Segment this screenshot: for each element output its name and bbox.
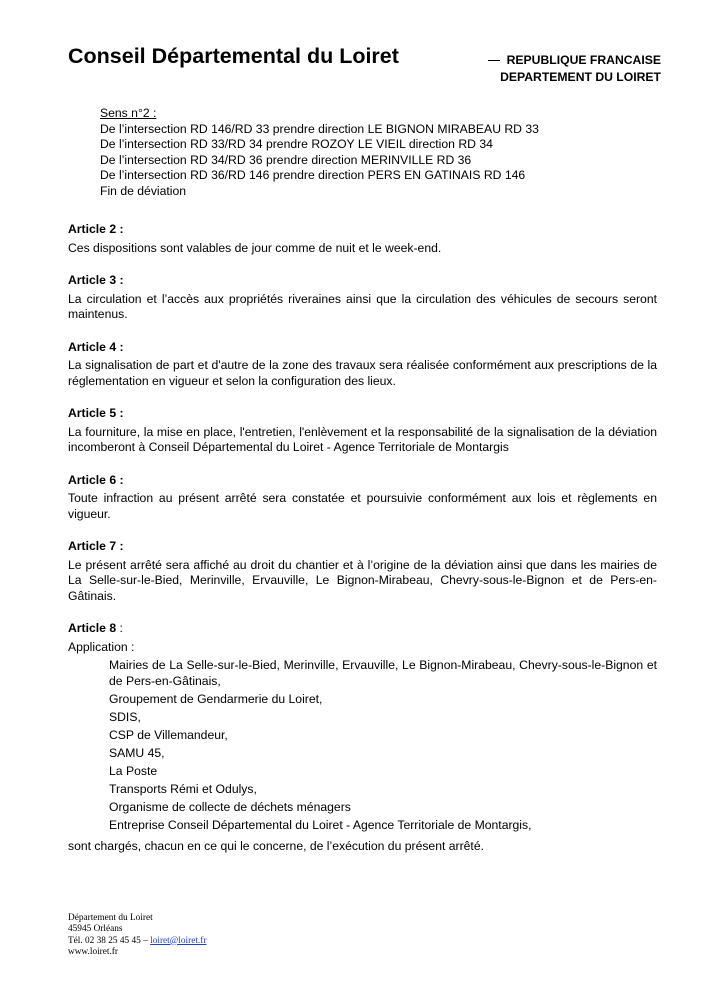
sens-line: De l’intersection RD 146/RD 33 prendre direction LE BIGNON MIRABEAU RD 33	[100, 121, 539, 136]
article-5	[68, 406, 657, 456]
recipient-item: Organisme de collecte de déchets ménagers	[109, 799, 351, 814]
recipient-item: Mairies de La Selle-sur-le-Bied, Merinville, Ervauville, Le Bignon-Mirabeau, Chevry-sous-le-Bignon et de Pers-en-Gâtinais,	[109, 658, 657, 688]
closing-statement: sont chargés, chacun en ce qui le concerne, de l’exécution du présent arrêté.	[68, 839, 484, 853]
footer-phone: Tél. 02 38 25 45 45 –	[68, 935, 148, 946]
article-8-title: Article 8	[68, 621, 117, 635]
article-text: La circulation et l’accès aux propriétés riveraines ainsi que la circulation des véhicules de secours seront maintenus.	[68, 291, 657, 321]
recipient-item: Groupement de Gendarmerie du Loiret,	[109, 691, 323, 706]
article-text: La signalisation de part et d'autre de la zone des travaux sera réalisée conformément aux prescriptions de la réglementation en vigueur et selon la configuration des lieux.	[68, 358, 657, 388]
footer-website[interactable]: www.loiret.fr	[68, 946, 118, 957]
recipient-item: SAMU 45,	[109, 745, 165, 760]
article-text: La fourniture, la mise en place, l'entretien, l'enlèvement et la responsabilité de la signalisation de la déviation incomberont à Conseil Départemental du Loiret - Agence Territoriale de Montargis	[68, 424, 657, 454]
article-heading	[68, 621, 657, 637]
recipient-item: La Poste	[109, 763, 158, 778]
article-8	[68, 621, 657, 855]
document-body	[68, 106, 657, 855]
recipient-item: Transports Rémi et Odulys,	[109, 781, 257, 796]
article-7	[68, 539, 657, 604]
page-title: Conseil Départemental du Loiret	[68, 44, 399, 68]
sens-line: De l’intersection RD 33/RD 34 prendre ROZOY LE VIEIL direction RD 34	[100, 137, 493, 151]
footer-contact	[68, 936, 206, 947]
footer	[68, 913, 206, 958]
article-3	[68, 273, 657, 323]
article-heading: Article 6 :	[68, 472, 124, 487]
recipient-list	[68, 658, 657, 833]
recipient-item: SDIS,	[109, 709, 141, 724]
recipient-item: Entreprise Conseil Départemental du Loiret - Agence Territoriale de Montargis,	[109, 817, 532, 832]
recipient-item: CSP de Villemandeur,	[109, 727, 228, 742]
article-4	[68, 340, 657, 390]
article-6	[68, 473, 657, 523]
article-8-colon: :	[116, 621, 123, 635]
application-label: Application :	[68, 639, 135, 654]
sens-line: Fin de déviation	[100, 183, 187, 198]
department-label: DEPARTEMENT DU LOIRET	[500, 70, 661, 84]
article-heading: Article 5 :	[68, 406, 124, 420]
article-heading: Article 4 :	[68, 339, 124, 354]
sens-block	[68, 106, 657, 199]
article-heading: Article 2 :	[68, 222, 124, 236]
footer-org: Département du Loiret	[68, 913, 153, 923]
article-heading: Article 7 :	[68, 539, 124, 553]
footer-email-link[interactable]: loiret@loiret.fr	[150, 935, 207, 946]
footer-city: 45945 Orléans	[68, 924, 123, 935]
republic-label: REPUBLIQUE FRANCAISE	[500, 52, 661, 69]
sens-title: Sens n°2 :	[100, 106, 157, 120]
article-text: Toute infraction au présent arrêté sera constatée et poursuivie conformément aux lois et règlements en vigueur.	[68, 491, 657, 521]
article-text: Ces dispositions sont valables de jour comme de nuit et le week-end.	[68, 240, 442, 255]
article-2	[68, 222, 657, 256]
article-heading: Article 3 :	[68, 273, 124, 287]
article-text: Le présent arrêté sera affiché au droit du chantier et à l’origine de la déviation ainsi que dans les mairies de La Selle-sur-le-Bied, Merinville, Ervauville, Le Bignon-Mirabeau, Chevry-sous-le-Bignon et de Pers-en-Gâtinais.	[68, 557, 657, 603]
header-right-block	[500, 52, 661, 86]
sens-line: De l’intersection RD 34/RD 36 prendre direction MERINVILLE RD 36	[100, 152, 472, 167]
sens-line: De l’intersection RD 36/RD 146 prendre direction PERS EN GATINAIS RD 146	[100, 168, 526, 182]
